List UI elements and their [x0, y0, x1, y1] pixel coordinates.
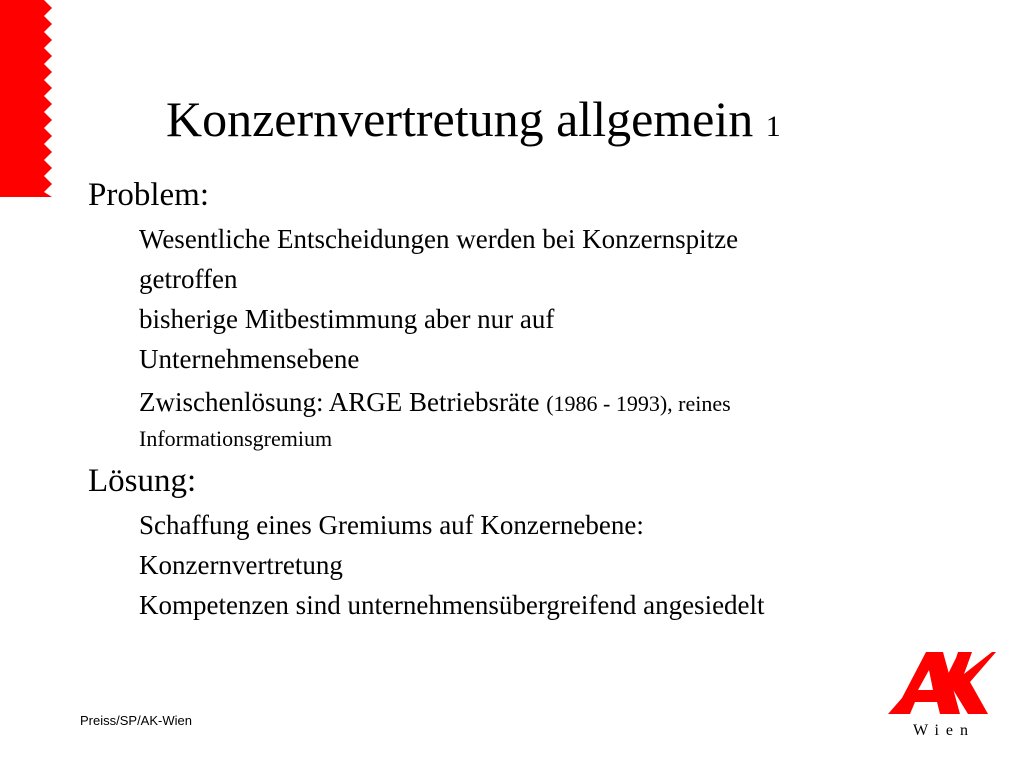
footer-author: Preiss/SP/AK-Wien	[80, 713, 192, 728]
problem-line: bisherige Mitbestimmung aber nur auf	[139, 304, 555, 334]
interim-main: Zwischenlösung: ARGE Betriebsräte	[139, 387, 540, 417]
solution-heading: Lösung:	[88, 463, 197, 499]
interim-line	[139, 382, 731, 424]
solution-line: Konzernvertretung	[139, 550, 343, 580]
solution-line: Schaffung eines Gremiums auf Konzernebene:	[139, 510, 644, 540]
title-text: Konzernvertretung allgemein	[166, 91, 754, 147]
solution-line: Kompetenzen sind unternehmensübergreifend angesiedelt	[139, 590, 765, 620]
problem-line: Unternehmensebene	[139, 344, 360, 374]
ak-logo-icon	[888, 648, 998, 718]
zigzag-bar-icon	[0, 0, 60, 200]
problem-heading: Problem:	[88, 177, 209, 213]
slide-title	[166, 88, 781, 158]
problem-line: Wesentliche Entscheidungen werden bei Konzernspitze	[139, 224, 739, 254]
problem-line: getroffen	[139, 264, 238, 294]
interim-detail: (1986 - 1993), reines	[546, 391, 731, 416]
title-number: 1	[765, 110, 781, 143]
interim-continuation: Informationsgremium	[139, 426, 333, 451]
logo-subtitle: Wien	[913, 722, 976, 739]
